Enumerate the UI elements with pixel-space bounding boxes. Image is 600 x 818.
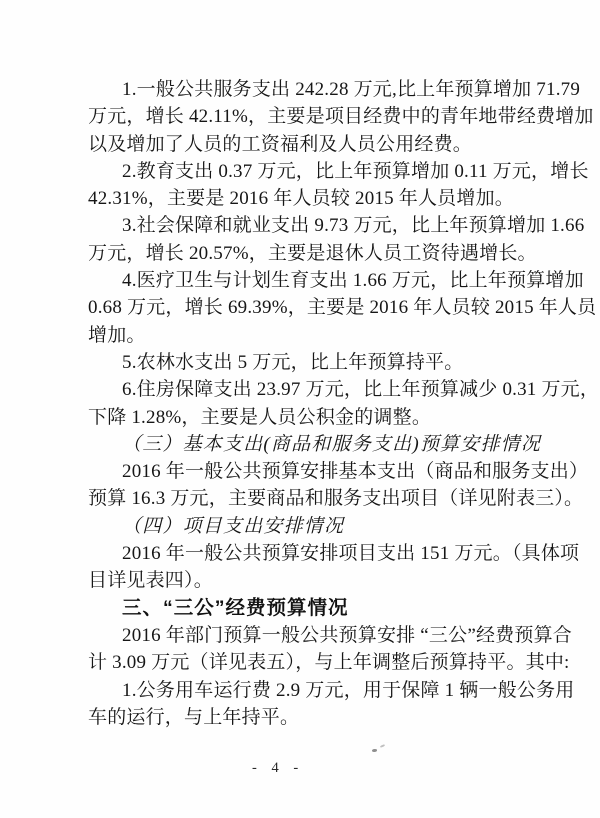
text-line: 2016 年一般公共预算安排项目支出 151 万元。（具体项 (122, 543, 580, 565)
text-line: 0.68 万元，增长 69.39%，主要是 2016 年人员较 2015 年人员 (88, 297, 597, 319)
text-line: 计 3.09 万元（详见表五），与上年调整后预算持平。其中: (88, 652, 570, 674)
text-line: 6.住房保障支出 23.97 万元，比上年预算减少 0.31 万元， (122, 379, 600, 401)
text-line: 目详见表四）。 (88, 570, 213, 592)
text-line: 预算 16.3 万元，主要商品和服务支出项目（详见附表三）。 (88, 488, 584, 510)
text-line: 2.教育支出 0.37 万元，比上年预算增加 0.11 万元，增长 (122, 160, 589, 182)
document-text-block (88, 76, 600, 731)
text-line: 2016 年部门预算一般公共预算安排 “三公”经费预算合 (122, 624, 572, 646)
text-line: 42.31%，主要是 2016 年人员较 2015 年人员增加。 (88, 188, 514, 210)
page-number: - 4 - (252, 760, 303, 776)
text-line: 以及增加了人员的工资福利及人员公用经费。 (88, 133, 473, 155)
text-line: 车的运行，与上年持平。 (88, 706, 300, 728)
scan-speck (372, 749, 377, 752)
scan-speck (380, 744, 385, 748)
text-line: 下降 1.28%，主要是人员公积金的调整。 (88, 406, 432, 428)
text-line: 万元，增长 20.57%，主要是退休人员工资待遇增长。 (88, 242, 537, 264)
subheading-project-expenditure: （四）项目支出安排情况 (122, 515, 345, 537)
text-line: 2016 年一般公共预算安排基本支出（商品和服务支出） (122, 461, 589, 483)
subheading-basic-expenditure: （三）基本支出(商品和服务支出)预算安排情况 (122, 433, 542, 455)
text-line: 万元，增长 42.11%，主要是项目经费中的青年地带经费增加 (88, 106, 594, 128)
text-line: 5.农林水支出 5 万元，比上年预算持平。 (122, 351, 464, 373)
text-line: 1.一般公共服务支出 242.28 万元,比上年预算增加 71.79 (122, 79, 581, 100)
section-heading-three-public-funds: 三、“三公”经费预算情况 (122, 596, 349, 619)
text-line: 1.公务用车运行费 2.9 万元，用于保障 1 辆一般公务用 (122, 679, 575, 701)
text-line: 增加。 (88, 324, 146, 346)
text-line: 4.医疗卫生与计划生育支出 1.66 万元，比上年预算增加 (122, 270, 584, 292)
text-line: 3.社会保障和就业支出 9.73 万元，比上年预算增加 1.66 (122, 215, 585, 237)
